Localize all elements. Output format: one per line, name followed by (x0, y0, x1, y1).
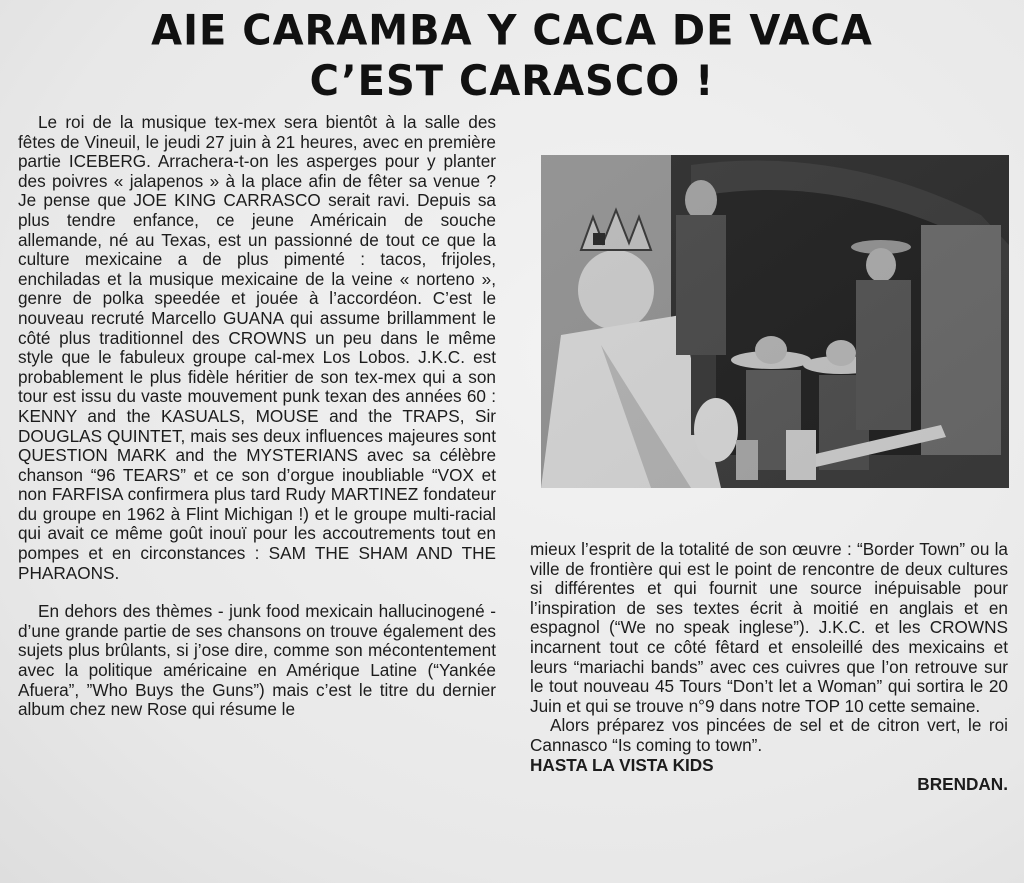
band-photo (541, 155, 1009, 488)
headline-line-1: AIE CARAMBA Y CACA DE VACA (151, 6, 873, 55)
band-photo-illustration (541, 155, 1009, 488)
article-paragraph: mieux l’esprit de la totalité de son œuvre : “Border Town” ou la ville de frontière qui est le point de rencontre de deux cultures si différentes et qui fournit une source inépuisable pour l’inspiration de ses textes écrit à moitié en anglais et en espagnol (“We no speak inglese”). J.K.C. et les CROWNS incarnent tout ce côté fêtard et ensoleillé des mexicains et leurs “mariachi bands” avec ces cuivres que l’on retrouve sur le tout nouveau 45 Tours “Don’t let a Woman” qui sortira le 20 Juin et qui se trouve n°9 dans notre TOP 10 cette semaine. (530, 539, 1008, 716)
article-right-column (530, 540, 1008, 795)
headline (0, 6, 1024, 107)
article-paragraph: En dehors des thèmes - junk food mexicain hallucinogené - d’une grande partie de ses chansons on trouve également des sujets plus brûlants, si j’ose dire, comme son mécontentement avec la politique américaine en Amérique Latine (“Yankée Afuera”, ”Who Buys the Guns”) mais c’est le titre du dernier album chez new Rose qui résume le (18, 601, 496, 720)
byline: BRENDAN. (917, 774, 1008, 795)
article-paragraph: Alors préparez vos pincées de sel et de citron vert, le roi Cannasco “Is coming to town”. (530, 715, 1008, 755)
article-paragraph: Le roi de la musique tex-mex sera bientôt à la salle des fêtes de Vineuil, le jeudi 27 juin à 21 heures, avec en première partie ICEBERG. Arrachera-t-on les asperges pour y planter des poivres « jalapenos » à la place afin de fêter sa venue ? Je pense que JOE KING CARRASCO serait ravi. Depuis sa plus tendre enfance, ce jeune Américain de souche allemande, né au Texas, est un passionné de tout ce que la culture mexicaine a de plus pimenté : tacos, frijoles, enchiladas et la musique mexicaine de la veine « norteno », genre de polka speedée et jouée à l’accordéon. C’est le nouveau recruté Marcello GUANA qui assume brillamment le côté plus traditionnel des CROWNS un peu dans le même style que le fabuleux groupe cal-mex Los Lobos. J.K.C. est probablement le plus fidèle héritier de son tex-mex qui a son tour est issu du vaste mouvement punk texan des années 60 : KENNY and the KASUALS, MOUSE and the TRAPS, Sir DOUGLAS QUINTET, mais ses deux influences majeures sont QUESTION MARK and the MYSTERIANS avec sa célèbre chanson “96 TEARS” et ce son d’orgue inoubliable “VOX et non FARFISA confirmera plus tard Rudy MARTINEZ fondateur du groupe en 1962 à Flint Michigan !) et le groupe multi-racial qui avait ce même goût inouï pour les accoutrements tout en pompes et en circonstances : SAM THE SHAM AND THE PHARAONS. (18, 112, 496, 583)
headline-line-2: C’EST CARASCO ! (309, 57, 715, 106)
article-left-column (18, 113, 496, 720)
signoff: HASTA LA VISTA KIDS (530, 754, 714, 775)
